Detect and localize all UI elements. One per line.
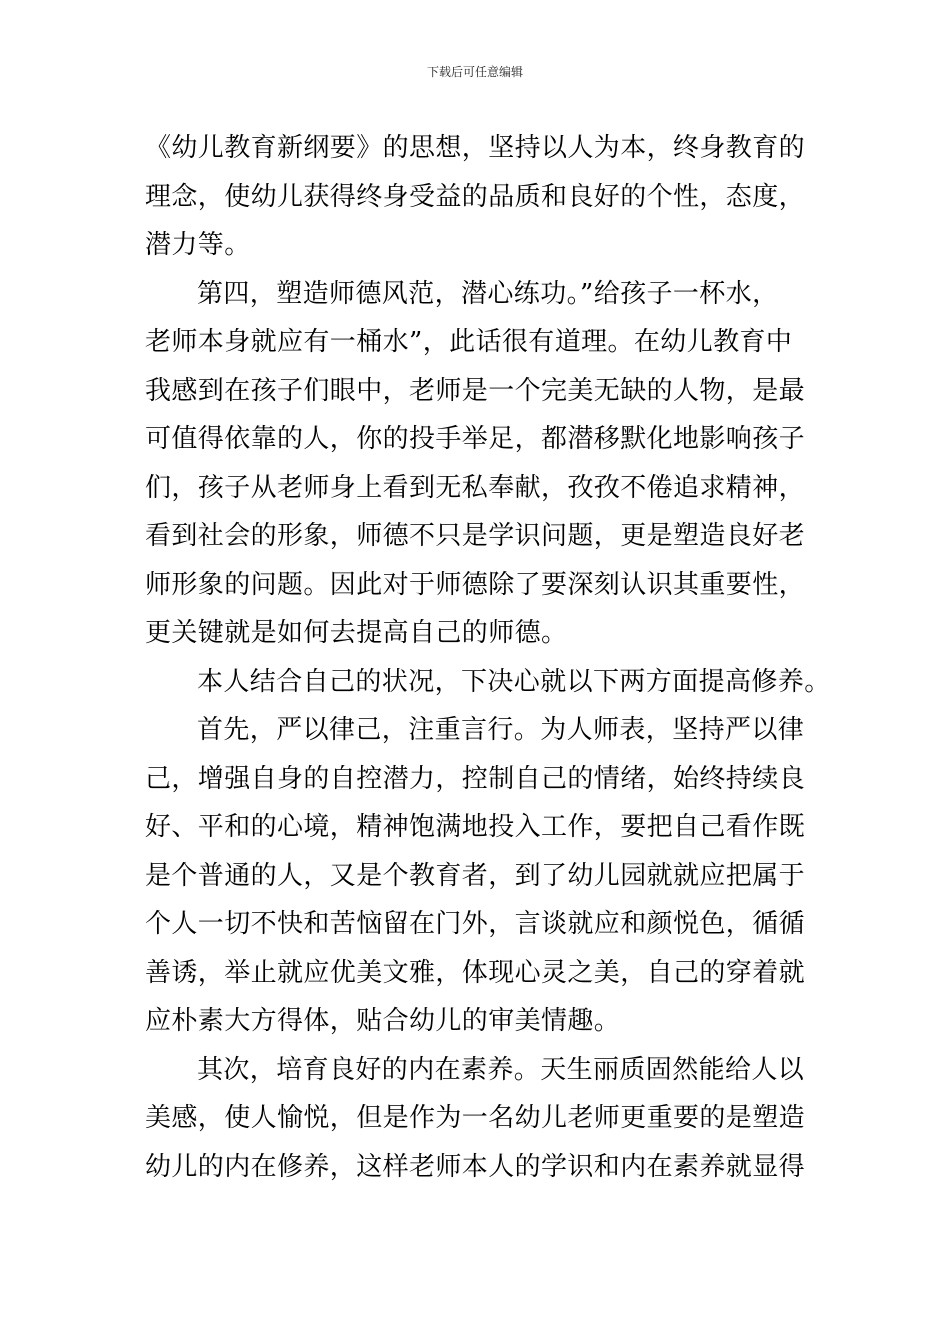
text-line: 潜力等。 [145, 230, 251, 260]
text-line: 善诱，举止就应优美文雅，体现心灵之美，自己的穿着就 [145, 957, 806, 988]
text-line: 可值得依靠的人，你的投手举足，都潜移默化地影响孩子 [145, 424, 806, 454]
text-line: 个人一切不快和苦恼留在门外，言谈就应和颜悦色，循循 [145, 909, 806, 939]
text-line: 第四，塑造师德风范，潜心练功。”给孩子一杯水， [197, 278, 779, 309]
text-line: 理念，使幼儿获得终身受益的品质和良好的个性，态度， [145, 181, 806, 212]
text-line: 首先，严以律己，注重言行。为人师表，坚持严以律 [197, 715, 805, 745]
text-line: 们，孩子从老师身上看到无私奉献，孜孜不倦追求精神， [145, 472, 806, 503]
text-line: 我感到在孩子们眼中，老师是一个完美无缺的人物，是最 [145, 375, 806, 406]
text-line: 应朴素大方得体，贴合幼儿的审美情趣。 [145, 1006, 621, 1036]
text-line: 《幼儿教育新纲要》的思想，坚持以人为本，终身教育的 [145, 133, 806, 163]
text-line: 本人结合自己的状况，下决心就以下两方面提高修养。 [197, 666, 831, 697]
text-line: 其次，培育良好的内在素养。天生丽质固然能给人以 [197, 1054, 805, 1085]
text-line: 看到社会的形象，师德不只是学识问题，更是塑造良好老 [145, 521, 806, 551]
text-line: 幼儿的内在修养，这样老师本人的学识和内在素养就显得 [145, 1151, 806, 1182]
page-header: 下载后可任意编辑 [426, 65, 523, 79]
text-line: 好、平和的心境，精神饱满地投入工作，要把自己看作既 [145, 812, 806, 842]
text-line: 是个普通的人，又是个教育者，到了幼儿园就就应把属于 [145, 860, 806, 891]
text-line: 己，增强自身的自控潜力，控制自己的情绪，始终持续良 [145, 763, 806, 794]
text-line: 师形象的问题。因此对于师德除了要深刻认识其重要性， [145, 569, 806, 600]
text-line: 更关键就是如何去提高自己的师德。 [145, 618, 568, 648]
text-line: 老师本身就应有一桶水”，此话很有道理。在幼儿教育中 [145, 327, 793, 357]
body-text [145, 124, 831, 1191]
text-line: 美感，使人愉悦，但是作为一名幼儿老师更重要的是塑造 [145, 1103, 806, 1133]
